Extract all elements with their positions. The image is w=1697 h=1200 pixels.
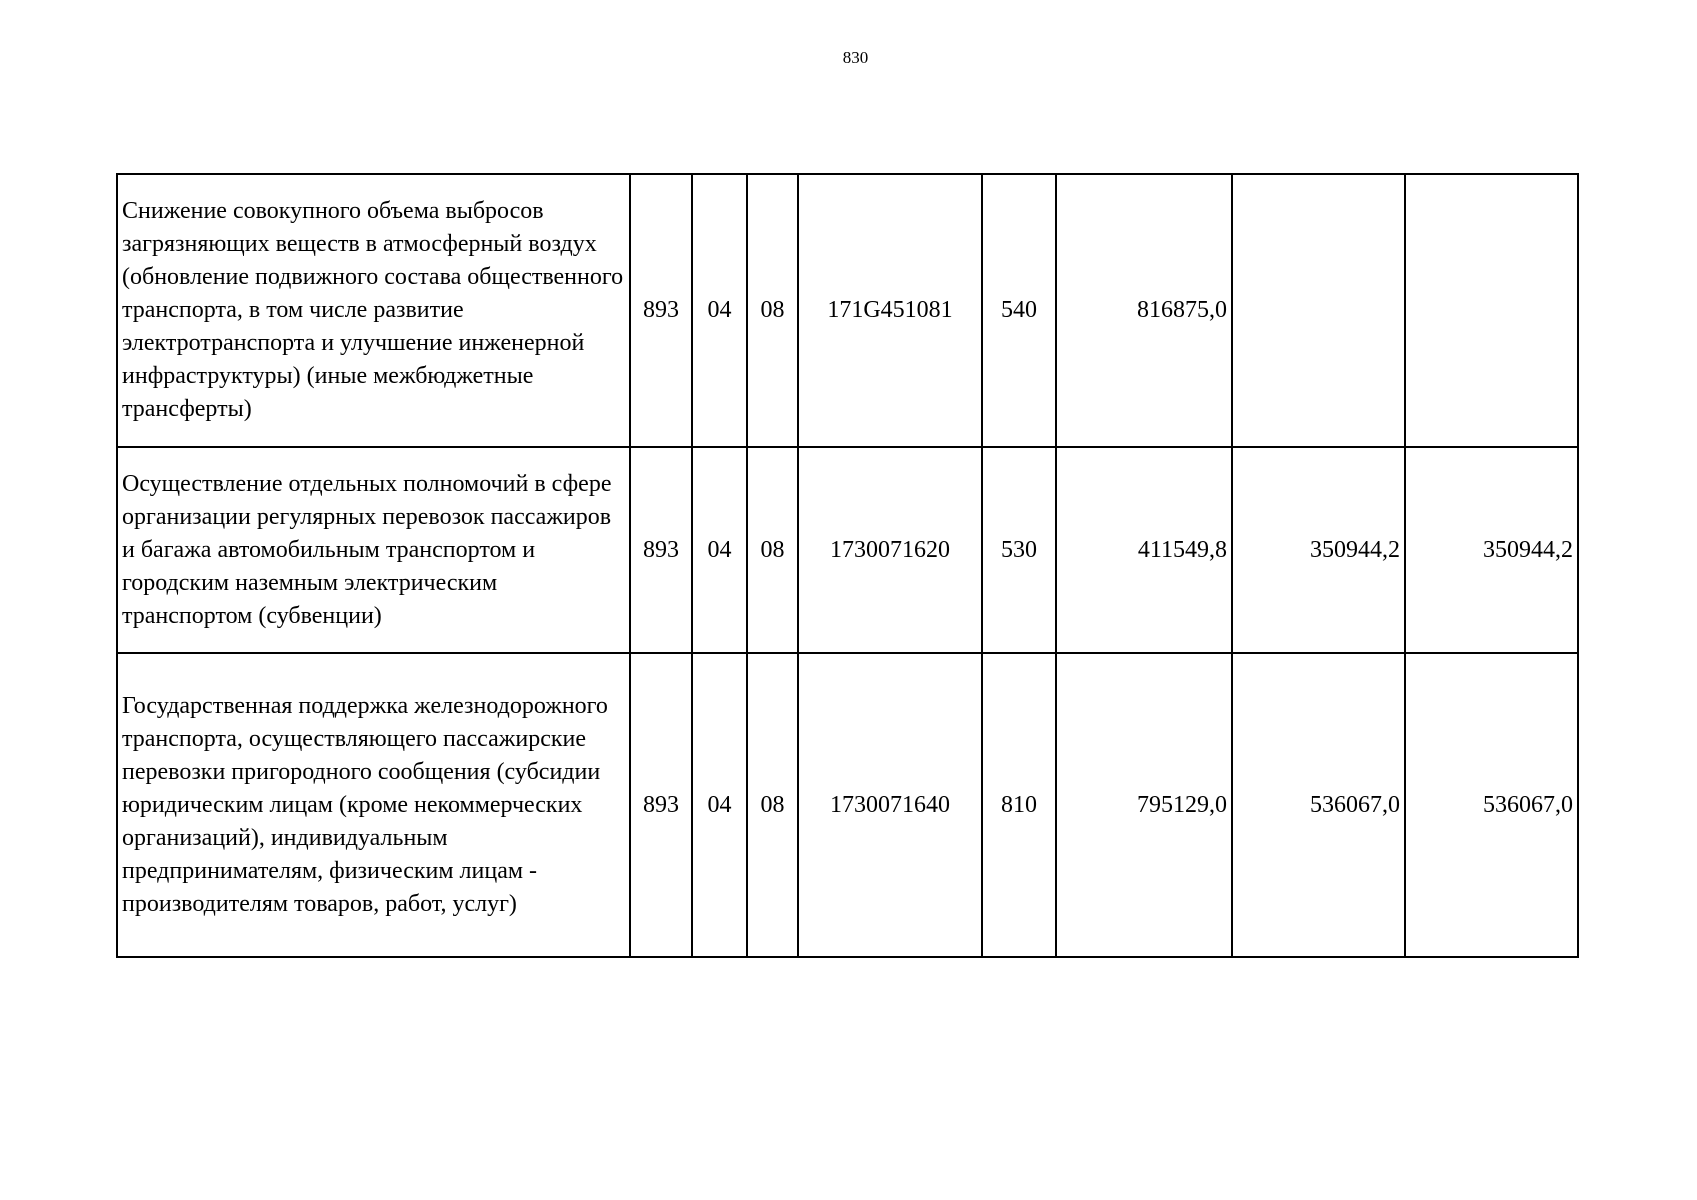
ministry-code: 893 [630, 447, 692, 653]
budget-table [116, 173, 1579, 958]
expense-type-code: 540 [982, 174, 1056, 447]
expense-type-code: 530 [982, 447, 1056, 653]
subsection-code: 08 [747, 447, 798, 653]
amount-3: 536067,0 [1405, 653, 1578, 957]
row-description: Государственная поддержка железнодорожного транспорта, осуществляющего пассажирские перевозки пригородного сообщения (субсидии юридическим лицам (кроме некоммерческих организаций), индивидуальным предпринимателям, физическим лицам - производителям товаров, работ, услуг) [117, 653, 630, 957]
amount-3 [1405, 174, 1578, 447]
ministry-code: 893 [630, 653, 692, 957]
section-code: 04 [692, 653, 747, 957]
section-code: 04 [692, 174, 747, 447]
amount-1: 795129,0 [1056, 653, 1232, 957]
section-code: 04 [692, 447, 747, 653]
amount-2: 350944,2 [1232, 447, 1405, 653]
table-row [117, 174, 1578, 447]
table-row [117, 653, 1578, 957]
target-article-code: 1730071620 [798, 447, 982, 653]
target-article-code: 1730071640 [798, 653, 982, 957]
table-row [117, 447, 1578, 653]
row-description: Снижение совокупного объема выбросов загрязняющих веществ в атмосферный воздух (обновление подвижного состава общественного транспорта, в том числе развитие электротранспорта и улучшение инженерной инфраструктуры) (иные межбюджетные трансферты) [117, 174, 630, 447]
ministry-code: 893 [630, 174, 692, 447]
amount-2: 536067,0 [1232, 653, 1405, 957]
amount-1: 411549,8 [1056, 447, 1232, 653]
row-description: Осуществление отдельных полномочий в сфере организации регулярных перевозок пассажиров и багажа автомобильным транспортом и городским наземным электрическим транспортом (субвенции) [117, 447, 630, 653]
target-article-code: 171G451081 [798, 174, 982, 447]
amount-1: 816875,0 [1056, 174, 1232, 447]
amount-2 [1232, 174, 1405, 447]
expense-type-code: 810 [982, 653, 1056, 957]
amount-3: 350944,2 [1405, 447, 1578, 653]
page-number: 830 [842, 48, 869, 67]
subsection-code: 08 [747, 174, 798, 447]
subsection-code: 08 [747, 653, 798, 957]
